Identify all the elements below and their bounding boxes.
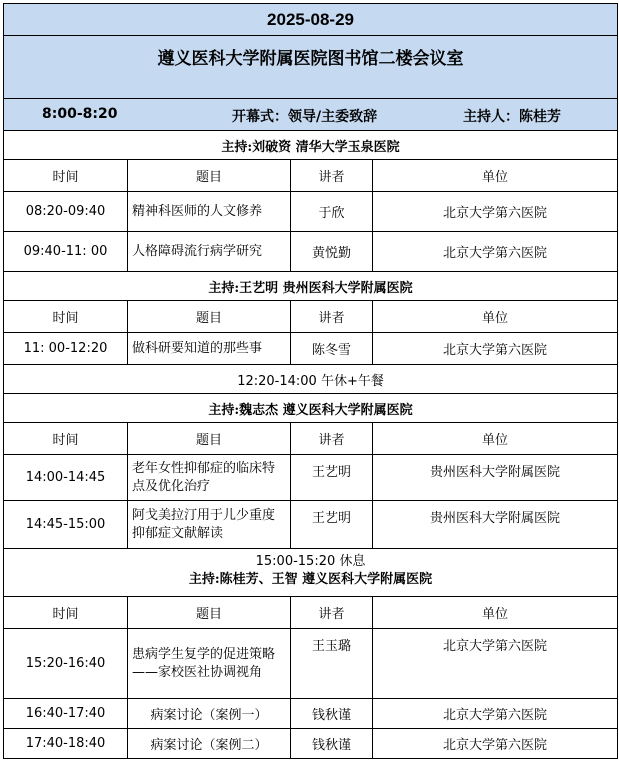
row-time: 14:45-15:00 — [4, 501, 128, 549]
row-speaker: 王玉璐 — [291, 629, 373, 699]
table-row — [4, 629, 618, 699]
chair-row — [4, 131, 618, 160]
row-time: 14:00-14:45 — [4, 455, 128, 501]
rest-and-chair-cell — [4, 549, 618, 597]
agenda-table — [3, 3, 618, 759]
column-header-row — [4, 597, 618, 629]
row-topic: 精神科医师的人文修养 — [128, 192, 291, 232]
session-chair: 主持:魏志杰 遵义医科大学附属医院 — [4, 394, 618, 423]
row-unit: 贵州医科大学附属医院 — [373, 501, 618, 549]
col-time-header: 时间 — [4, 301, 128, 333]
col-topic-header: 题目 — [128, 423, 291, 455]
row-topic: 病案讨论（案例二） — [128, 729, 291, 759]
chair-row — [4, 272, 618, 301]
agenda-sheet — [3, 3, 617, 759]
column-header-row — [4, 423, 618, 455]
table-row — [4, 232, 618, 272]
row-unit: 北京大学第六医院 — [373, 192, 618, 232]
table-row — [4, 192, 618, 232]
table-row — [4, 729, 618, 759]
opening-cell — [4, 99, 618, 131]
opening-title: 开幕式：领导/主委致辞 — [232, 109, 378, 125]
row-speaker: 陈冬雪 — [291, 333, 373, 365]
col-speaker-header: 讲者 — [291, 160, 373, 192]
rest-break: 15:00-15:20 休息 — [255, 554, 366, 569]
row-time: 15:20-16:40 — [4, 629, 128, 699]
row-time: 09:40-11: 00 — [4, 232, 128, 272]
col-speaker-header: 讲者 — [291, 301, 373, 333]
row-topic: 患病学生复学的促进策略——家校医社协调视角 — [128, 629, 291, 699]
col-time-header: 时间 — [4, 597, 128, 629]
col-topic-header: 题目 — [128, 597, 291, 629]
row-speaker: 钱秋谨 — [291, 699, 373, 729]
row-time: 08:20-09:40 — [4, 192, 128, 232]
opening-time: 8:00-8:20 — [42, 106, 118, 122]
venue-row — [4, 36, 618, 99]
col-topic-header: 题目 — [128, 301, 291, 333]
venue-cell: 遵义医科大学附属医院图书馆二楼会议室 — [4, 36, 618, 99]
row-topic: 病案讨论（案例一） — [128, 699, 291, 729]
col-unit-header: 单位 — [373, 160, 618, 192]
table-row — [4, 699, 618, 729]
column-header-row — [4, 301, 618, 333]
chair-row — [4, 394, 618, 423]
opening-row — [4, 99, 618, 131]
row-unit: 北京大学第六医院 — [373, 699, 618, 729]
col-unit-header: 单位 — [373, 301, 618, 333]
col-topic-header: 题目 — [128, 160, 291, 192]
row-time: 11: 00-12:20 — [4, 333, 128, 365]
row-speaker: 王艺明 — [291, 501, 373, 549]
table-row — [4, 501, 618, 549]
col-speaker-header: 讲者 — [291, 423, 373, 455]
row-topic: 人格障碍流行病学研究 — [128, 232, 291, 272]
col-time-header: 时间 — [4, 423, 128, 455]
table-row — [4, 333, 618, 365]
table-row — [4, 455, 618, 501]
row-topic: 老年女性抑郁症的临床特点及优化治疗 — [128, 455, 291, 501]
col-unit-header: 单位 — [373, 597, 618, 629]
row-speaker: 王艺明 — [291, 455, 373, 501]
break-row — [4, 365, 618, 394]
row-unit: 北京大学第六医院 — [373, 333, 618, 365]
row-topic: 阿戈美拉汀用于儿少重度抑郁症文献解读 — [128, 501, 291, 549]
col-speaker-header: 讲者 — [291, 597, 373, 629]
row-topic: 做科研要知道的那些事 — [128, 333, 291, 365]
row-speaker: 黄悦勤 — [291, 232, 373, 272]
session-chair: 主持:陈桂芳、王智 遵义医科大学附属医院 — [188, 572, 433, 587]
row-unit: 北京大学第六医院 — [373, 629, 618, 699]
row-unit: 贵州医科大学附属医院 — [373, 455, 618, 501]
col-unit-header: 单位 — [373, 423, 618, 455]
row-speaker: 于欣 — [291, 192, 373, 232]
row-unit: 北京大学第六医院 — [373, 729, 618, 759]
lunch-break: 12:20-14:00 午休+午餐 — [4, 365, 618, 394]
row-time: 16:40-17:40 — [4, 699, 128, 729]
date-row — [4, 4, 618, 36]
row-speaker: 钱秋谨 — [291, 729, 373, 759]
row-time: 17:40-18:40 — [4, 729, 128, 759]
session-chair: 主持:刘破资 清华大学玉泉医院 — [4, 131, 618, 160]
opening-moderator: 主持人：陈桂芳 — [463, 109, 561, 125]
row-unit: 北京大学第六医院 — [373, 232, 618, 272]
break-chair-row — [4, 549, 618, 597]
col-time-header: 时间 — [4, 160, 128, 192]
session-chair: 主持:王艺明 贵州医科大学附属医院 — [4, 272, 618, 301]
date-cell: 2025-08-29 — [4, 4, 618, 36]
column-header-row — [4, 160, 618, 192]
